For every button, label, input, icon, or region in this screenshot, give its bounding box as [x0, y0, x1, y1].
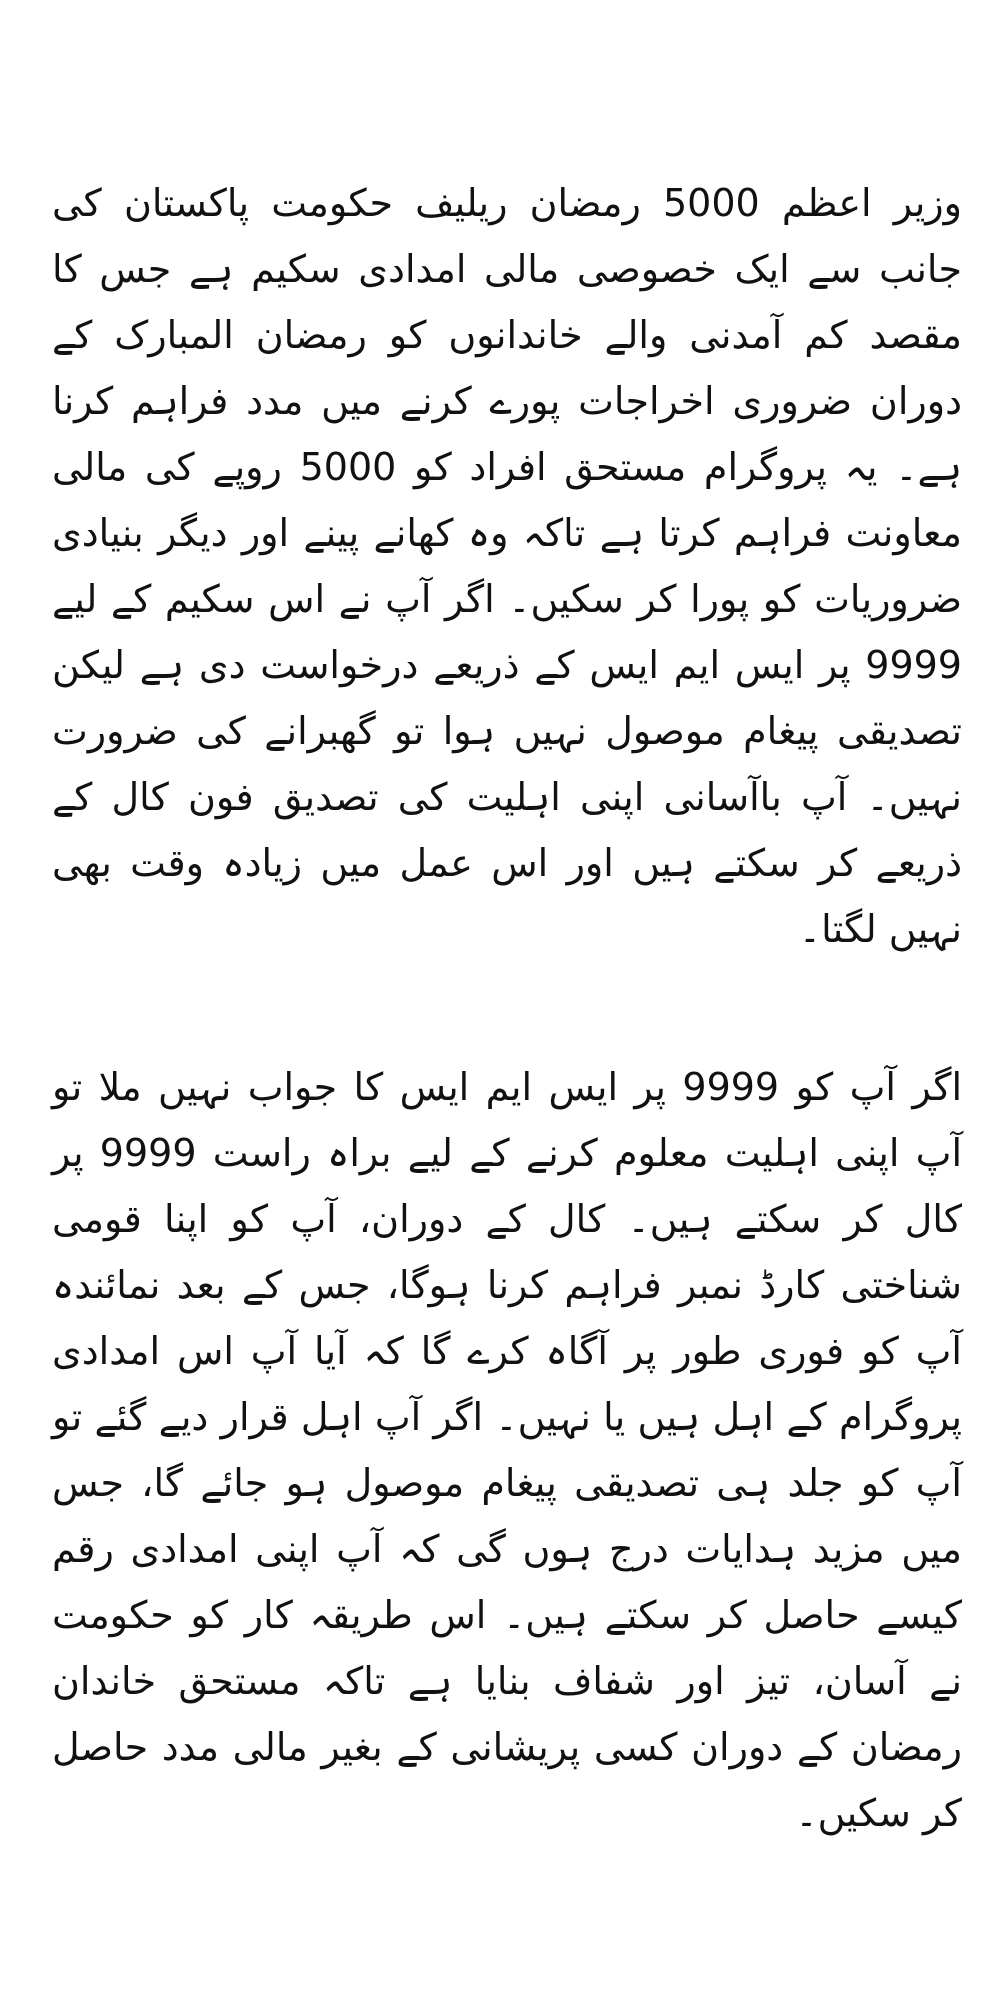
paragraph-intro: وزیر اعظم 5000 رمضان ریلیف حکومت پاکستان کی جانب سے ایک خصوصی مالی امدادی سکیم ہے جس کا مقصد کم آمدنی والے خاندانوں کو رمضان المبارک کے دوران ضروری اخراجات پورے کرنے میں مدد فراہم کرنا ہے۔ یہ پروگرام مستحق افراد کو 5000 روپے کی مالی معاونت فراہم کرتا ہے تاکہ وہ کھانے پینے اور دیگر بنیادی ضروریات کو پورا کر سکیں۔ اگر آپ نے اس سکیم کے لیے 9999 پر ایس ایم ایس کے ذریعے درخواست دی ہے لیکن تصدیقی پیغام موصول نہیں ہوا تو گھبرانے کی ضرورت نہیں۔ آپ باآسانی اپنی اہلیت کی تصدیق فون کال کے ذریعے کر سکتے ہیں اور اس عمل میں زیادہ وقت بھی نہیں لگتا۔	[52, 181, 963, 951]
paragraph-call-instructions: اگر آپ کو 9999 پر ایس ایم ایس کا جواب نہیں ملا تو آپ اپنی اہلیت معلوم کرنے کے لیے براہ راست 9999 پر کال کر سکتے ہیں۔ کال کے دوران، آپ کو اپنا قومی شناختی کارڈ نمبر فراہم کرنا ہوگا، جس کے بعد نمائندہ آپ کو فوری طور پر آگاہ کرے گا کہ آیا آپ اس امدادی پروگرام کے اہل ہیں یا نہیں۔ اگر آپ اہل قرار دیے گئے تو آپ کو جلد ہی تصدیقی پیغام موصول ہو جائے گا، جس میں مزید ہدایات درج ہوں گی کہ آپ اپنی امدادی رقم کیسے حاصل کر سکتے ہیں۔ اس طریقہ کار کو حکومت نے آسان، تیز اور شفاف بنایا ہے تاکہ مستحق خاندان رمضان کے دوران کسی پریشانی کے بغیر مالی مدد حاصل کر سکیں۔	[52, 1065, 962, 1835]
article-body	[52, 170, 962, 1846]
